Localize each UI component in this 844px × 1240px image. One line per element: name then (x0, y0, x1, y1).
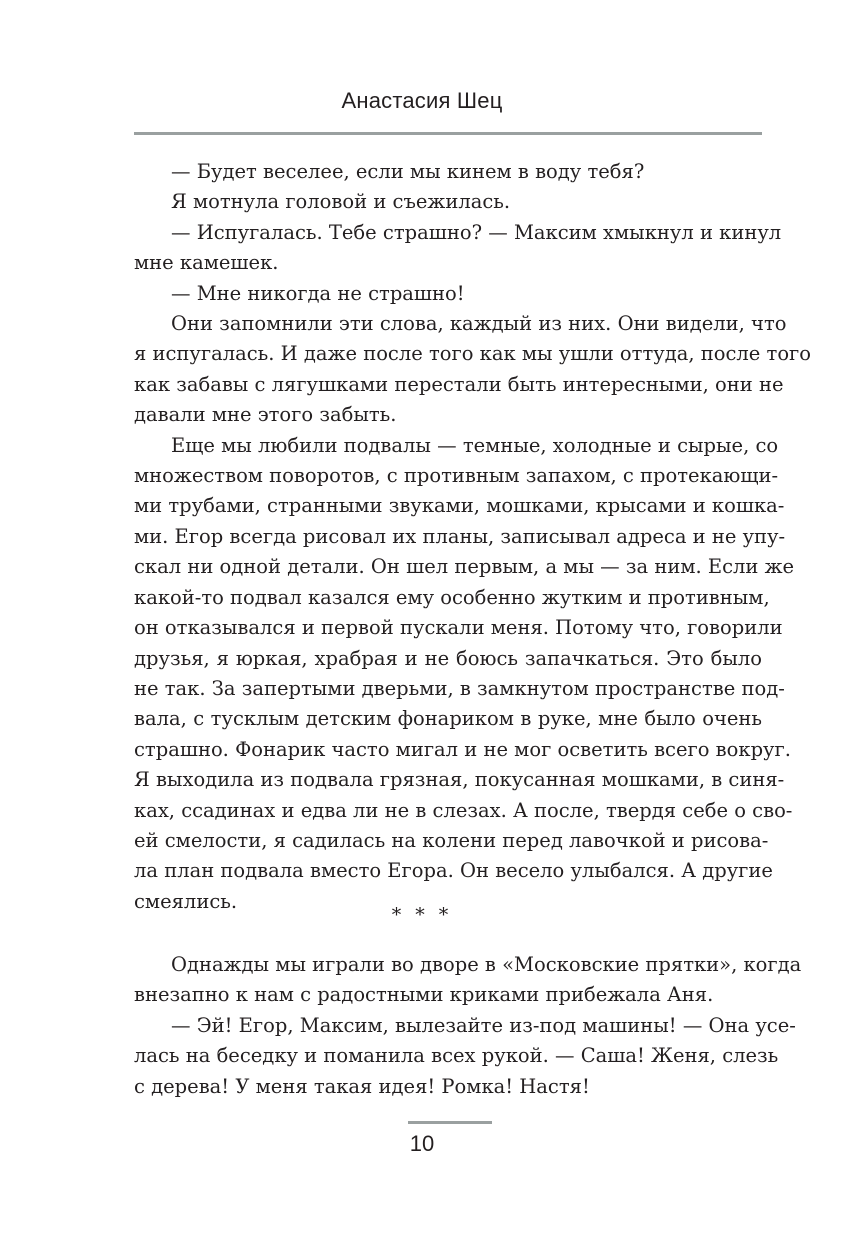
text-line: — Испугалась. Тебе страшно? — Максим хмыкнул и кинул (171, 220, 782, 244)
text-line: не так. За запертыми дверьми, в замкнутом пространстве под- (134, 676, 785, 700)
text-line: ла план подвала вместо Егора. Он весело улыбался. А другие (134, 859, 773, 883)
text-line: — Будет веселее, если мы кинем в воду тебя? (171, 160, 645, 183)
text-line: множеством поворотов, с противным запахом, с протекающи- (134, 464, 779, 488)
text-line: Я выходила из подвала грязная, покусанная мошками, в синя- (134, 768, 785, 792)
text-line: Еще мы любили подвалы — темные, холодные и сырые, со (171, 433, 779, 457)
text-line: ках, ссадинах и едва ли не в слезах. А после, твердя себе о сво- (134, 798, 793, 822)
text-line: внезапно к нам с радостными криками прибежала Аня. (134, 983, 714, 1007)
text-line: страшно. Фонарик часто мигал и не мог осветить всего вокруг. (134, 737, 791, 761)
text-line: Однажды мы играли во дворе в «Московские прятки», когда (171, 953, 802, 976)
text-line: давали мне этого забыть. (134, 403, 397, 427)
section-separator: * * * (391, 904, 453, 926)
text-line: он отказывался и первой пускали меня. Потому что, говорили (134, 616, 783, 640)
text-line: — Эй! Егор, Максим, вылезайте из-под машины! — Она усе- (171, 1013, 796, 1037)
text-line: какой-то подвал казался ему особенно жутким и противным, (134, 585, 770, 609)
text-line: Они запомнили эти слова, каждый из них. Они видели, что (171, 312, 787, 336)
body-text-1 (134, 157, 812, 917)
text-line: как забавы с лягушками перестали быть интересными, они не (134, 372, 784, 396)
body-text-2 (134, 950, 802, 1102)
text-line: смеялись. (134, 889, 238, 913)
footer-divider (408, 1121, 492, 1124)
running-head-author: Анастасия Шец (341, 88, 503, 113)
text-line: вала, с тусклым детским фонариком в руке, мне было очень (134, 707, 762, 731)
text-line: скал ни одной детали. Он шел первым, а мы — за ним. Если же (134, 555, 795, 579)
text-line: ей смелости, я садилась на колени перед лавочкой и рисова- (134, 828, 769, 852)
text-line: ми. Егор всегда рисовал их планы, записывал адреса и не упу- (134, 524, 786, 548)
text-line: Я мотнула головой и съежилась. (171, 190, 511, 214)
text-line: — Мне никогда не страшно! (171, 281, 465, 305)
text-line: друзья, я юркая, храбрая и не боюсь запачкаться. Это было (134, 646, 762, 670)
text-line: ми трубами, странными звуками, мошками, крысами и кошка- (134, 494, 785, 518)
text-line: я испугалась. И даже после того как мы ушли оттуда, после того (134, 342, 812, 366)
text-line: мне камешек. (134, 251, 279, 275)
text-line: лась на беседку и поманила всех рукой. — Саша! Женя, слезь (134, 1044, 779, 1068)
header-divider (134, 132, 762, 135)
text-line: с дерева! У меня такая идея! Ромка! Настя! (134, 1074, 590, 1098)
page-number: 10 (409, 1131, 435, 1156)
